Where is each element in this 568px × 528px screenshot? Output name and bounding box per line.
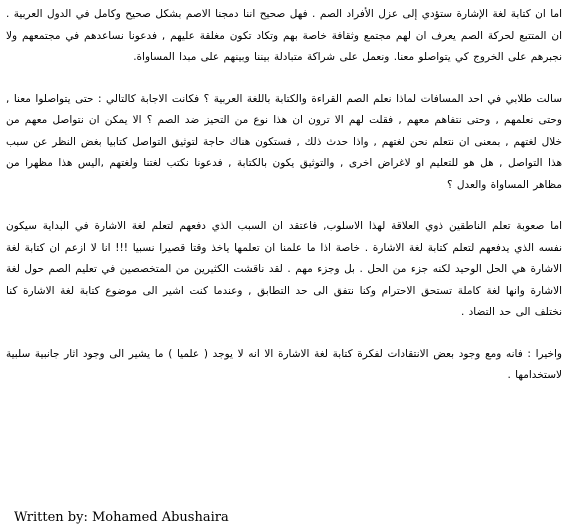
paragraph-3: اما صعوبة تعلم الناطقين ذوي العلاقة لهذا الاسلوب, فاعتقد ان السبب الذي دفعهم لتعلم لغة الاشارة في البداية سيكون نفسه الذي يدفعهم لتعلم كتابة لغة الاشارة . خاصة اذا ما علمنا ان تعلمها ياخذ وقتا قصيرا نسبيا !!! انا لا ازعم ان كتابة لغة الاشارة هي الحل الوحيد لكنه جزء من الحل . بل وجزء مهم . لقد ناقشت الكثيرين من المتخصصين في تعليم الصم حول لغة الاشارة وانها لغة كاملة تستحق الاحترام وكنا نتفق الى حد التطابق , وعندما كنت اشير الى موضوع كتابة لغة الاشارة كنا نختلف الى حد التضاد . <box>6 220 562 318</box>
paragraph-1: اما ان كتابة لغة الإشارة ستؤدي إلى عزل الأفراد الصم . فهل صحيح اننا دمجنا الاصم بشكل صحيح وكامل في الدول العربية . ان المتتبع لحركة الصم يعرف ان لهم مجتمع وثقافة خاصة بهم وتكاد تكون مغلقة عليهم , فدعونا نساعدهم في مجتمعهم ولا نجبرهم على الخروج كي يتواصلو معنا. ونعمل على شراكة متبادلة بيننا وبينهم على مبدا المساواة. <box>6 8 562 63</box>
author-byline: Written by: Mohamed Abushaira <box>14 510 229 525</box>
article-body <box>6 4 562 387</box>
paragraph-2: سالت طلابي في احد المسافات لماذا نعلم الصم القراءة والكتابة باللغة العربية ؟ فكانت الاجابة كالتالي : حتى يتواصلوا معنا , وحتى نعلمهم , وحتى نتفاهم معهم , فقلت لهم الا ترون ان هذا نوع من التحيز ضد الصم ؟ الا يمكن ان نتواصل معهم من خلال لغتهم , بمعنى ان نتعلم نحن لغتهم , واذا حدث ذلك , فستكون هناك حاجة لتوثيق التواصل كتابيا بغض النظر عن سبب هذا التواصل , هل هو للتعليم او لاغراض اخرى , والتوثيق يكون بالكتابة , فدعونا نكتب لغتنا ولغتهم ,اليس هذا مظهرا من مظاهر المساواة والعدل ؟ <box>6 92 562 191</box>
paragraph-4: واخيرا : فانه ومع وجود بعض الانتقادات لفكرة كتابة لغة الاشارة الا انه لا يوجد ( علميا ) ما يشير الى وجود اثار جانبية سلبية لاستخدامها . <box>6 347 562 381</box>
